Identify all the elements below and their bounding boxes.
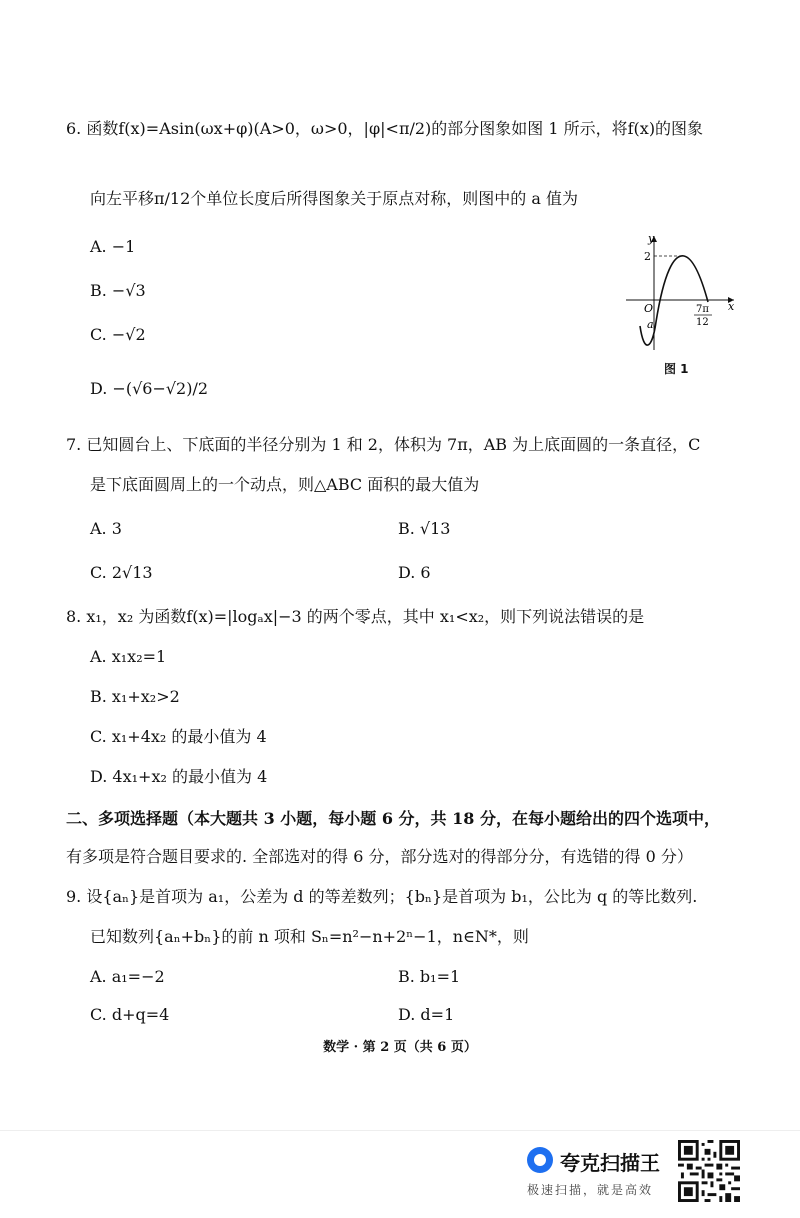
a-label: a: [647, 318, 654, 331]
page-footer: 数学 · 第 2 页（共 6 页）: [323, 1040, 477, 1055]
q6-line1: 6. 函数f(x)=Asin(ωx+φ)(A>0，ω>0，|φ|<π/2)的部分图象如图 1 所示，将f(x)的图象: [66, 119, 704, 138]
q9-option-b: B. b₁=1: [398, 967, 461, 986]
x-axis-label: x: [728, 300, 735, 313]
q9-option-d: D. d=1: [398, 1005, 455, 1024]
q8-option-a: A. x₁x₂=1: [90, 647, 167, 666]
section2-heading-line2: 有多项是符合题目要求的. 全部选对的得 6 分，部分选对的得部分分，有选错的得 0 分）: [66, 847, 693, 866]
scanner-brand: [527, 1143, 667, 1203]
figure-1-graph: [622, 232, 740, 354]
q8-option-c: C. x₁+4x₂ 的最小值为 4: [90, 727, 267, 746]
origin-label: O: [644, 302, 654, 315]
q7-option-a: A. 3: [90, 519, 122, 538]
q9-line2: 已知数列{aₙ+bₙ}的前 n 项和 Sₙ=n²−n+2ⁿ−1，n∈N*，则: [90, 927, 529, 946]
q6-option-d: D. −(√6−√2)/2: [90, 379, 209, 398]
q9-option-c: C. d+q=4: [90, 1005, 170, 1024]
q7-option-b: B. √13: [398, 519, 451, 538]
y-axis-label: y: [648, 232, 655, 245]
q6-option-b: B. −√3: [90, 281, 146, 300]
q7-option-c: C. 2√13: [90, 563, 153, 582]
q7-line2: 是下底面圆周上的一个动点，则△ABC 面积的最大值为: [90, 475, 480, 494]
brand-tagline: 极速扫描，就是高效: [527, 1183, 654, 1197]
q9-option-a: A. a₁=−2: [90, 967, 165, 986]
q9-line1: 9. 设{aₙ}是首项为 a₁，公差为 d 的等差数列；{bₙ}是首项为 b₁，公比为 q 的等比数列.: [66, 887, 698, 906]
q8-line1: 8. x₁，x₂ 为函数f(x)=|logₐx|−3 的两个零点，其中 x₁<x₂，则下列说法错误的是: [66, 607, 645, 626]
q8-option-b: B. x₁+x₂>2: [90, 687, 180, 706]
q7-line1: 7. 已知圆台上、下底面的半径分别为 1 和 2，体积为 7π，AB 为上底面圆的一条直径，C: [66, 435, 701, 454]
q7-option-d: D. 6: [398, 563, 431, 582]
q6-option-c: C. −√2: [90, 325, 146, 344]
brand-name: 夸克扫描王: [560, 1151, 660, 1175]
figure-caption: 图 1: [664, 362, 689, 376]
qr-code-icon: [678, 1140, 740, 1202]
section2-heading-line1: 二、多项选择题（本大题共 3 小题，每小题 6 分，共 18 分，在每小题给出的四个选项中，: [66, 809, 720, 828]
quark-logo-icon: [527, 1147, 553, 1173]
q6-line2: 向左平移π/12个单位长度后所得图象关于原点对称，则图中的 a 值为: [90, 189, 578, 208]
q6-option-a: A. −1: [90, 237, 136, 256]
x-tick-numerator: 7π: [696, 304, 709, 315]
x-tick-denominator: 12: [696, 317, 709, 328]
max-value-label: 2: [644, 250, 651, 263]
q8-option-d: D. 4x₁+x₂ 的最小值为 4: [90, 767, 268, 786]
scanner-divider: [0, 1130, 800, 1131]
